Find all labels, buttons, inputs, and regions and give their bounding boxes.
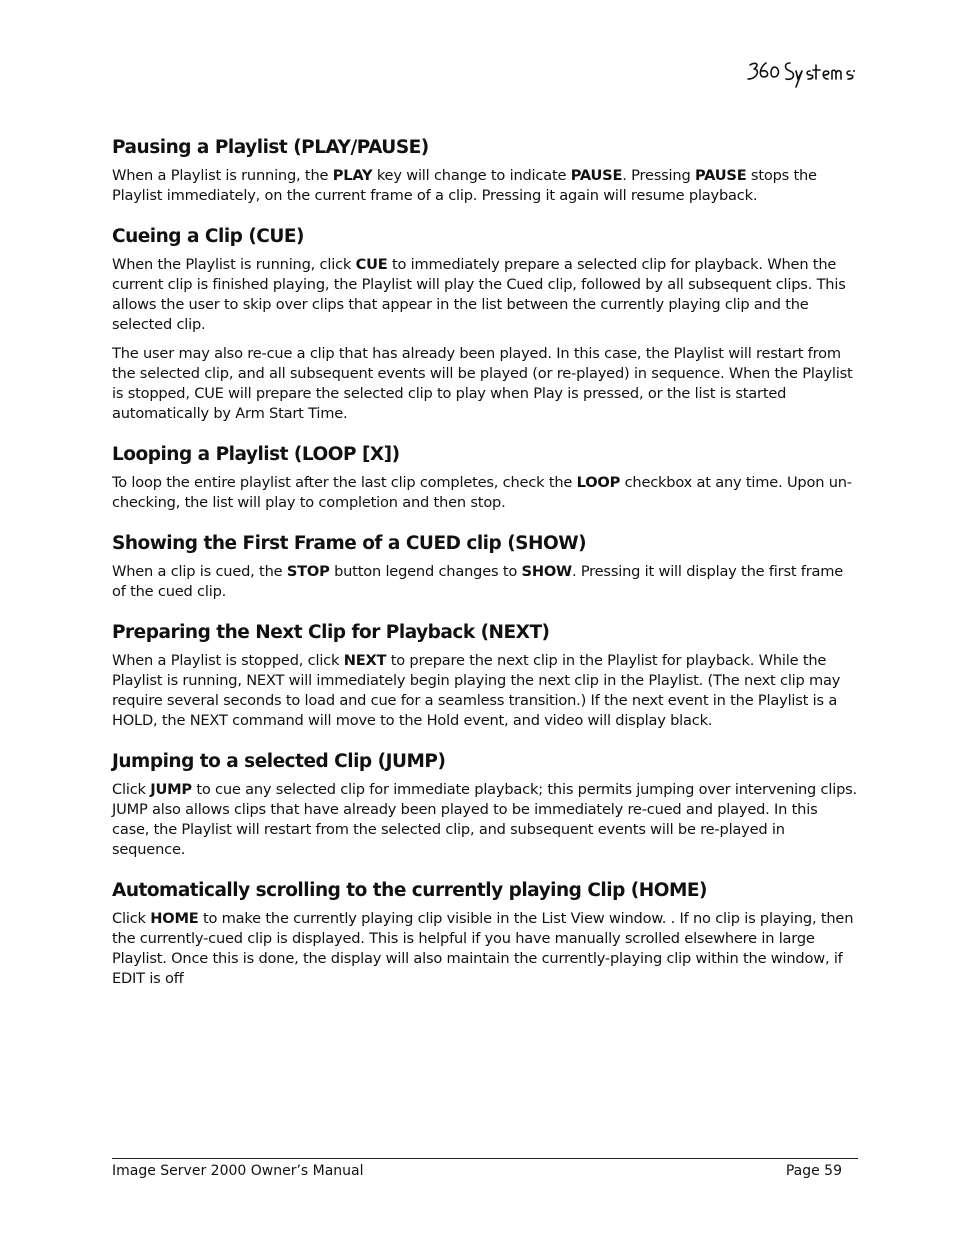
keyword: NEXT [343, 652, 387, 669]
text-run: When the Playlist is running, click [112, 256, 356, 273]
body-paragraph [112, 166, 858, 206]
text-run: When a Playlist is stopped, click [112, 652, 344, 669]
section [112, 750, 858, 860]
section-heading: Jumping to a selected Clip (JUMP) [112, 751, 446, 772]
text-run: checkbox at any time. Upon un-checking, the list will play to completion and then stop. [112, 474, 852, 511]
keyword: SHOW [521, 563, 572, 580]
keyword: PAUSE [570, 167, 623, 184]
text-run: to immediately prepare a selected clip for playback. When the current clip is finished playing, the Playlist will play the Cued clip, followed by all subsequent clips. This allows the user to skip over clips that appear in the list between the currently playing clip and the selected clip. [112, 256, 846, 333]
section [112, 136, 858, 206]
text-run: . Pressing [622, 167, 695, 184]
body-paragraph [112, 651, 858, 731]
text-run: to prepare the next clip in the Playlist for playback. While the Playlist is running, NEXT will immediately begin playing the next clip in the Playlist. (The next clip may require several seconds to load and cue for a seamless transition.) If the next event in the Playlist is a HOLD, the NEXT command will move to the Hold event, and video will display black. [112, 652, 841, 729]
keyword: PAUSE [694, 167, 747, 184]
text-run: Click [112, 910, 151, 927]
manual-title: Image Server 2000 Owner’s Manual [112, 1163, 364, 1179]
keyword: LOOP [576, 474, 621, 491]
keyword: JUMP [150, 781, 192, 798]
section [112, 225, 858, 424]
text-run: key will change to indicate [372, 167, 571, 184]
body-paragraph [112, 344, 858, 424]
text-run: to make the currently playing clip visible in the List View window. . If no clip is playing, then the currently-cued clip is displayed. This is helpful if you have manually scrolled elsewhere in large Playlist. Once this is done, the display will also maintain the currently-playing clip within the window, if EDIT is off [112, 910, 854, 987]
body-paragraph [112, 780, 858, 860]
section-heading: Showing the First Frame of a CUED clip (SHOW) [112, 533, 587, 554]
text-run: The user may also re-cue a clip that has already been played. In this case, the Playlist will restart from the selected clip, and all subsequent events will be played (or re-played) in sequence. When the Playlist is stopped, CUE will prepare the selected clip to play when Play is pressed, or the list is started automatically by Arm Start Time. [112, 345, 853, 422]
text-run: Click [112, 781, 151, 798]
section-heading: Automatically scrolling to the currently playing Clip (HOME) [112, 880, 707, 901]
section [112, 532, 858, 602]
page-number: Page 59 [785, 1163, 842, 1179]
keyword: HOME [150, 910, 199, 927]
section [112, 621, 858, 731]
section-heading: Cueing a Clip (CUE) [112, 226, 305, 247]
text-run: to cue any selected clip for immediate playback; this permits jumping over intervening clips. JUMP also allows clips that have already been played to be immediately re-cued and played. In this case, the Playlist will restart from the selected clip, and subsequent events will be re-played in sequence. [112, 781, 857, 858]
section [112, 443, 858, 513]
section [112, 879, 858, 989]
section-heading: Preparing the Next Clip for Playback (NEXT) [112, 622, 550, 643]
keyword: CUE [355, 256, 388, 273]
body-paragraph [112, 473, 858, 513]
text-run: button legend changes to [329, 563, 522, 580]
text-run: stops the Playlist immediately, on the current frame of a clip. Pressing it again will resume playback. [112, 167, 817, 204]
keyword: STOP [286, 563, 330, 580]
page-content [112, 136, 858, 1008]
text-run: When a clip is cued, the [112, 563, 287, 580]
360-systems-logo-icon [744, 55, 856, 95]
text-run: When a Playlist is running, the [112, 167, 333, 184]
section-heading: Looping a Playlist (LOOP [X]) [112, 444, 400, 465]
body-paragraph [112, 255, 858, 335]
text-run: . Pressing it will display the first frame of the cued clip. [112, 563, 844, 600]
section-heading: Pausing a Playlist (PLAY/PAUSE) [112, 137, 429, 158]
text-run: To loop the entire playlist after the last clip completes, check the [112, 474, 577, 491]
body-paragraph [112, 909, 858, 989]
page-footer [112, 1158, 858, 1181]
body-paragraph [112, 562, 858, 602]
keyword: PLAY [332, 167, 373, 184]
